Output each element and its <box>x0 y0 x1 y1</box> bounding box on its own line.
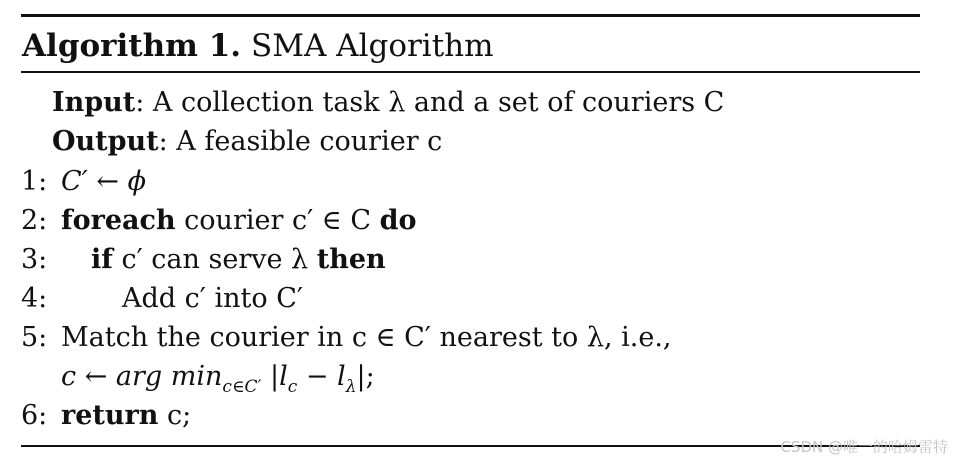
step-5 <box>21 318 671 357</box>
watermark: CSDN @唯一的哈姆雷特 <box>780 438 948 456</box>
step-number: 3: <box>21 244 48 275</box>
step-6 <box>21 396 191 435</box>
output-line <box>52 122 442 161</box>
output-text: : A feasible courier c <box>158 126 443 157</box>
step-5-formula <box>21 357 375 396</box>
step-2 <box>21 201 417 240</box>
step-3 <box>21 240 386 279</box>
step-number: 5: <box>21 322 48 353</box>
input-text: : A collection task λ and a set of couriers C <box>135 87 725 118</box>
algorithm-title-text: SMA Algorithm <box>241 28 494 64</box>
step-text: Add c′ into C′ <box>122 283 303 314</box>
step-number: 1: <box>21 166 48 197</box>
step-text: courier c′ ∈ C <box>175 205 380 236</box>
step-1 <box>21 162 146 201</box>
algorithm-title <box>22 26 494 66</box>
step-text: C′ ← ϕ <box>61 166 146 197</box>
formula-minus: − l <box>297 361 346 392</box>
step-number: 6: <box>21 400 48 431</box>
formula-main: c ← arg min <box>61 361 223 392</box>
step-4 <box>21 279 303 318</box>
keyword-return: return <box>61 400 159 431</box>
formula-subscript: c <box>287 377 298 397</box>
header-rule <box>21 71 920 73</box>
input-label: Input <box>52 87 136 118</box>
step-text: c′ can serve λ <box>112 244 317 275</box>
top-rule <box>21 14 920 17</box>
formula-subscript: λ <box>345 377 357 397</box>
keyword-foreach: foreach <box>61 205 176 236</box>
step-text: Match the courier in c ∈ C′ nearest to λ, i.e., <box>61 322 672 353</box>
formula-abs-close: |; <box>356 361 375 392</box>
keyword-do: do <box>379 205 417 236</box>
formula-subscript: c∈C′ <box>222 377 262 397</box>
step-number: 2: <box>21 205 48 236</box>
keyword-then: then <box>316 244 386 275</box>
input-line <box>52 83 724 122</box>
keyword-if: if <box>91 244 113 275</box>
step-text: c; <box>158 400 192 431</box>
formula-abs-open: |l <box>261 361 288 392</box>
output-label: Output <box>52 126 159 157</box>
step-number: 4: <box>21 283 48 314</box>
algorithm-title-bold: Algorithm 1. <box>22 28 242 64</box>
